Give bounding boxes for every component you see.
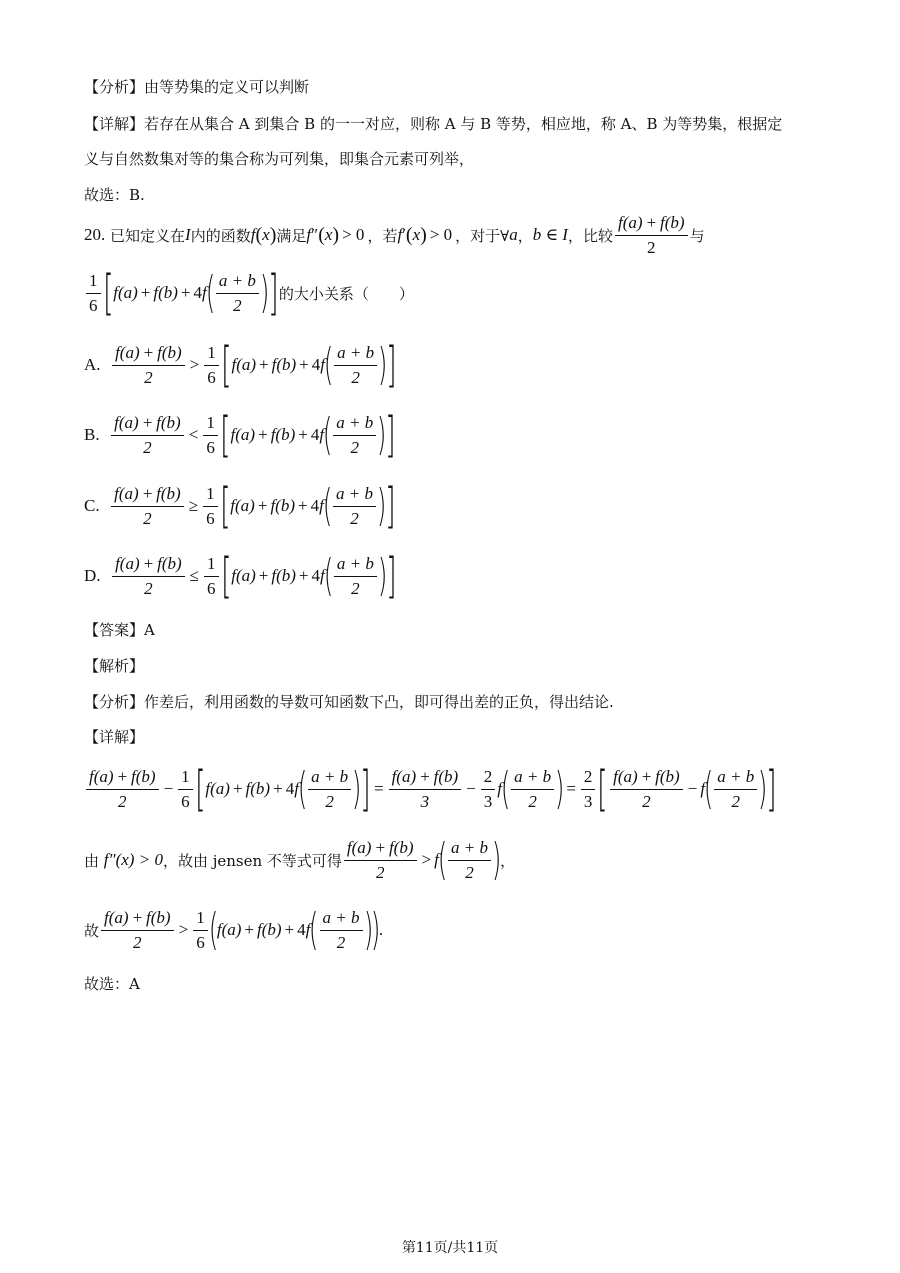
var-x3: x [412,225,421,244]
option-d-label: D. [84,566,101,585]
question-text-1: 已知定义在 [110,226,186,245]
set-I: I [185,225,191,244]
question-text-6: ， [517,226,533,245]
var-x2: x [324,225,333,244]
single-prime: ′ [402,225,406,244]
option-a: A. $\frac{f(a) + f(b)}{2}$ > $\frac{1}{6}$ [ f(a) + f(b) + 4 f ( $\frac{a + b}{2}$ ) ] [84,337,397,393]
detail2-tag-line [84,726,144,748]
jensen-text-2: ，故由 jensen 不等式可得 [162,851,342,870]
analysis2-text: 作差后，利用函数的导数可知函数下凸，即可得出差的正负，得出结论. [144,693,614,711]
jensen-text-1: 由 [84,851,100,870]
option-d: D. $\frac{f(a) + f(b)}{2}$ ≤ $\frac{1}{6}$ [ f(a) + f(b) + 4 f ( $\frac{a + b}{2}$ ) ] [84,548,397,604]
question-text-2: 内的函数 [190,226,251,245]
frac-avg: $\frac{f(a) + f(b)}{2}$ [615,213,688,258]
analysis-line-1 [84,76,309,98]
option-a-label: A. [84,355,101,374]
question-text-3: 满足 [276,226,307,245]
analysis-text: 由等势集的定义可以判断 [144,78,310,96]
derivation-line: $\frac{f(a) + f(b)}{2}$ − $\frac{1}{6}$ [ f(a) + f(b) + 4 f ( $\frac{a + b}{2}$ ) ] = $\frac{f(a) + f(b)}{3}$ − $\frac{2}{3}$ f ( $\frac{a + b}{2}$ ) = $\frac{2}{3}$ [ $\frac{f(a) + f(b)}{2}$ − f ( $\frac{a + b}{2}$ ) ] [84,764,777,814]
analysis-tag: 【分析】 [84,78,145,96]
question-text-10: 的大小关系（ ） [278,284,414,303]
question-20-line-1: 20. 已知定义在 I 内的函数 f ( x ) 满足 f ″ ( x ) > 0 ，若 f ′ ( x ) > 0 ，对于∀ a ， b ∈ I ，比较 $\frac{f(a) + f(b)}{2}$ 与 [84,212,705,257]
choice-text-2: 故选：A [84,975,140,993]
solution-tag-line [84,655,144,677]
detail-line-2 [84,148,474,170]
detail-text-2: 义与自然数集对等的集合称为可列集，即集合元素可列举， [84,150,475,168]
func-f2: f [306,225,312,244]
jensen-line: 由 f″(x) > 0 ，故由 jensen 不等式可得 $\frac{f(a) + f(b)}{2}$ > f ( $\frac{a + b}{2}$ ) ， [84,834,516,885]
choice-line-1 [84,184,145,206]
gt-zero-2: > 0 [429,225,453,244]
detail2-tag: 【详解】 [84,728,145,746]
var-a: a [509,225,518,244]
therefore-text-1: 故 [84,921,100,940]
option-b-label: B. [84,425,100,444]
answer-line [84,619,155,641]
option-b: B. $\frac{f(a) + f(b)}{2}$ < $\frac{1}{6}$ [ f(a) + f(b) + 4 f ( $\frac{a + b}{2}$ ) ] [84,407,396,463]
b-in-I: b ∈ I [532,225,568,244]
answer-value: A [144,621,155,639]
option-c: C. $\frac{f(a) + f(b)}{2}$ ≥ $\frac{1}{6}$ [ f(a) + f(b) + 4 f ( $\frac{a + b}{2}$ ) ] [84,478,396,534]
question-text-5: ，对于∀ [455,226,510,245]
frac-one-sixth: $\frac{1}{6}$ [86,271,101,316]
answer-tag: 【答案】 [84,621,145,639]
detail-text-1: 若存在从集合 A 到集合 B 的一一对应，则称 A 与 B 等势，相应地，称 A、B 为等势集，根据定 [144,115,783,133]
func-f3: f [397,225,403,244]
therefore-line: 故 $\frac{f(a) + f(b)}{2}$ > $\frac{1}{6}$ ( f(a) + f(b) + 4 f ( $\frac{a + b}{2}$ ) ) . [84,904,384,955]
solution-tag: 【解析】 [84,657,145,675]
question-20-line-2: $\frac{1}{6}$ [ f(a) + f(b) + 4 f ( $\frac{a + b}{2}$ ) ] 的大小关系（ ） [84,268,414,318]
therefore-period: . [378,920,384,939]
fpp-condition: f″(x) > 0 [103,850,163,869]
detail-line-1 [84,113,782,135]
jensen-text-3: ， [500,851,516,870]
question-text-9: 与 [689,226,705,245]
page-footer: 第11页/共11页 [401,1240,499,1256]
question-number: 20. [84,225,106,244]
analysis-line-2 [84,691,614,713]
question-text-4: ，若 [367,226,398,245]
choice-line-2 [84,973,140,995]
analysis2-tag: 【分析】 [84,693,145,711]
option-c-label: C. [84,496,100,515]
detail-tag: 【详解】 [84,115,145,133]
func-f: f [250,225,256,244]
double-prime: ″ [311,225,319,244]
gt-zero: > 0 [342,225,365,244]
question-text-8: ，比较 [567,226,613,245]
choice-text-1: 故选：B. [84,186,145,204]
var-x: x [262,225,270,244]
